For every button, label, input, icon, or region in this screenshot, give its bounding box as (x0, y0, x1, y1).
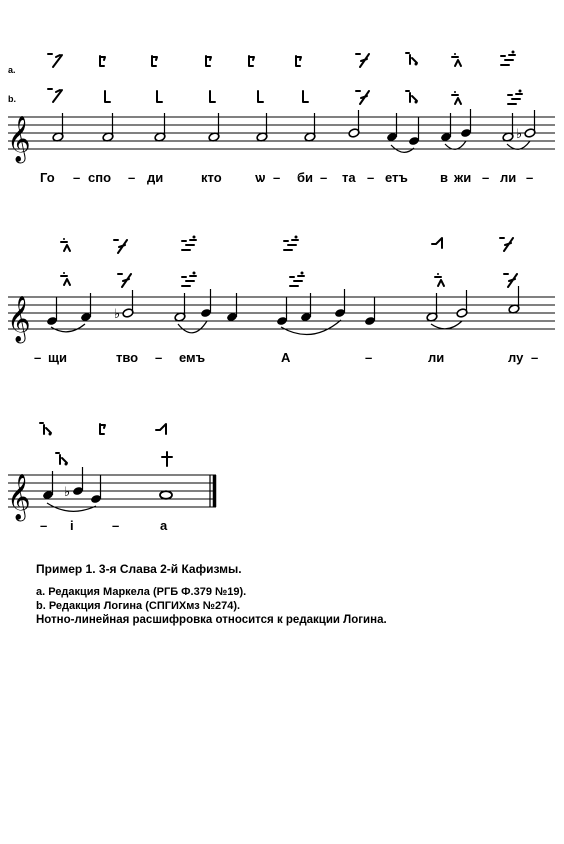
staff-system-3 (7, 467, 216, 522)
lyric-hyphen: – (73, 170, 81, 185)
slur (445, 141, 466, 149)
neume-row-b-system-2 (61, 272, 517, 288)
note (364, 297, 376, 326)
lyric-hyphen: – (320, 170, 328, 185)
neume-row-a-system-3 (40, 423, 166, 436)
row-label-b: b. (8, 94, 16, 104)
lyric-syllable: та (342, 170, 356, 185)
staff-system-1 (7, 109, 555, 164)
lyric-syllable: жи (454, 170, 472, 185)
lyric-hyphen: – (531, 350, 539, 365)
lyric-syllable: ѡ (255, 170, 266, 185)
flat-icon: ♭ (114, 307, 121, 322)
lyric-syllable: етъ (385, 170, 408, 185)
lyric-hyphen: – (526, 170, 534, 185)
treble-clef-icon: 𝄞 (7, 116, 31, 162)
note (200, 289, 212, 318)
lyrics-system-3 (40, 518, 168, 533)
note (46, 297, 58, 326)
lyric-syllable: спо (88, 170, 112, 185)
slur (178, 321, 207, 333)
note (160, 491, 172, 499)
lyric-hyphen: – (40, 518, 48, 533)
neume-row-a-system-1 (8, 51, 515, 76)
caption-note: Нотно-линейная расшифровка относится к редакции Логина. (36, 614, 387, 626)
slur (51, 324, 85, 332)
lyric-syllable: емъ (179, 350, 206, 365)
lyric-syllable: би (297, 170, 314, 185)
caption-line-a (36, 586, 246, 598)
note (122, 290, 134, 318)
slur (507, 141, 530, 149)
note (460, 109, 472, 138)
lyric-syllable: і (70, 518, 74, 533)
caption-label-b: b. (36, 600, 46, 612)
caption-line-b (36, 600, 240, 612)
note (348, 110, 360, 138)
lyric-syllable: лу (508, 350, 524, 365)
lyric-hyphen: – (34, 350, 42, 365)
slur (431, 321, 462, 329)
treble-clef-icon: 𝄞 (7, 474, 31, 520)
note (276, 297, 288, 326)
lyric-hyphen: – (365, 350, 373, 365)
lyric-syllable: ли (500, 170, 517, 185)
example-title: Пример 1. 3-я Слава 2-й Кафизмы. (36, 562, 242, 576)
lyric-syllable: а (160, 518, 168, 533)
note (524, 110, 536, 138)
note (408, 117, 420, 146)
lyric-syllable: Го (40, 170, 55, 185)
note (508, 286, 520, 314)
treble-clef-icon: 𝄞 (7, 296, 31, 342)
lyric-syllable: в (440, 170, 448, 185)
lyric-hyphen: – (155, 350, 163, 365)
flat-icon: ♭ (516, 127, 523, 142)
neume-row-a-system-2 (61, 236, 513, 254)
neume-row-b-system-3 (56, 452, 172, 466)
lyric-hyphen: – (128, 170, 136, 185)
note (334, 289, 346, 318)
flat-icon: ♭ (64, 485, 71, 500)
lyric-hyphen: – (367, 170, 375, 185)
lyric-hyphen: – (482, 170, 490, 185)
caption-text-a: Редакция Маркела (РГБ Ф.379 №19). (48, 586, 247, 598)
lyric-hyphen: – (112, 518, 120, 533)
caption-text-b: Редакция Логина (СПГИХмз №274). (48, 600, 241, 612)
note (90, 475, 102, 504)
row-label-a: a. (8, 65, 16, 75)
note (72, 467, 84, 496)
note (456, 290, 468, 318)
lyric-syllable: А (281, 350, 291, 365)
lyric-syllable: ди (147, 170, 164, 185)
slur (281, 320, 341, 335)
caption-label-a: a. (36, 586, 46, 598)
lyrics-system-2 (34, 350, 538, 365)
staff-system-2 (7, 286, 555, 344)
neume-row-b-system-1 (8, 89, 522, 104)
lyric-syllable: кто (201, 170, 222, 185)
lyric-hyphen: – (273, 170, 281, 185)
lyrics-system-1 (40, 170, 533, 185)
lyric-syllable: тво (116, 350, 139, 365)
lyric-syllable: ли (428, 350, 445, 365)
lyric-syllable: щи (48, 350, 67, 365)
